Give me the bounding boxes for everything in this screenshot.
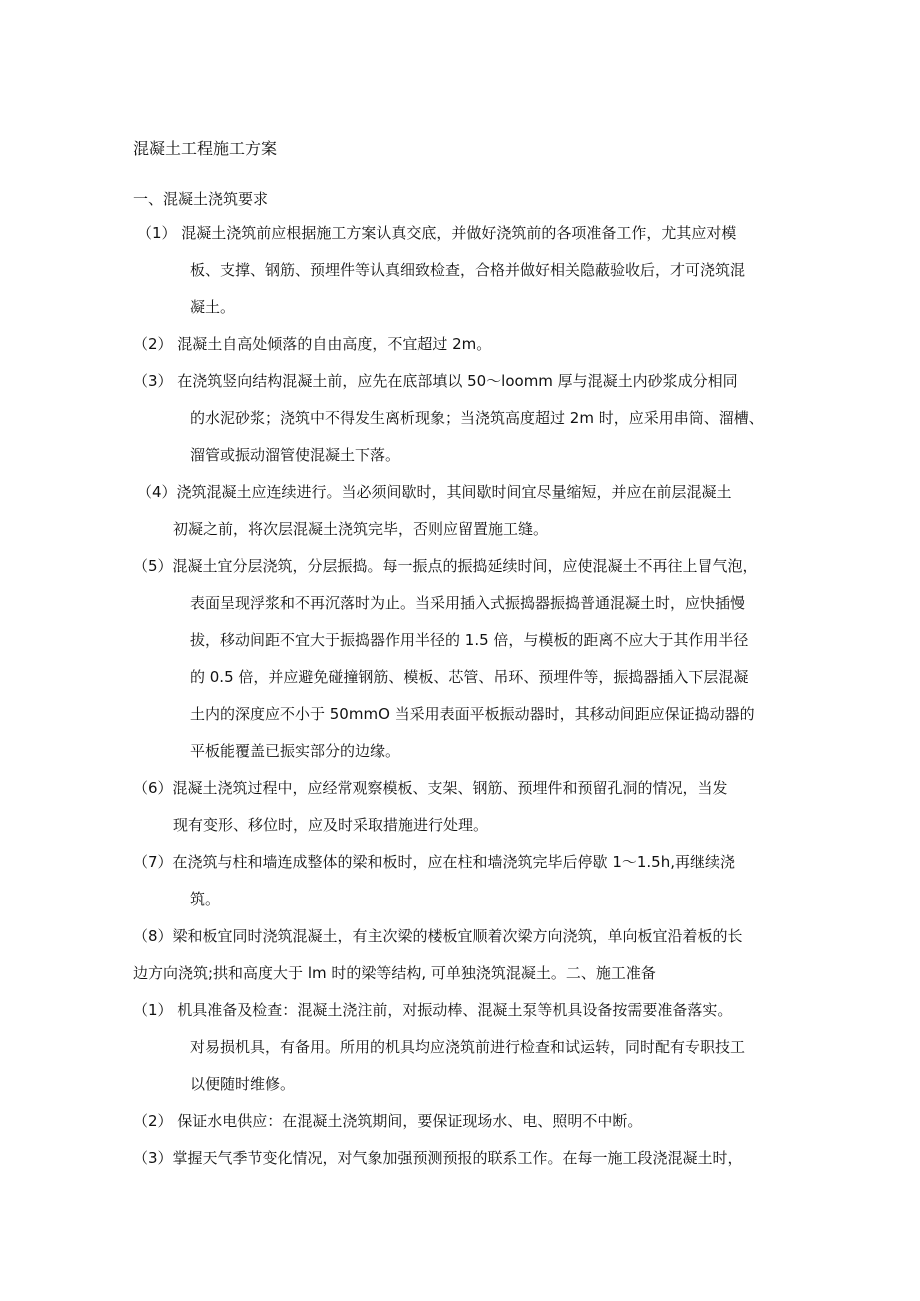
item-line: 边方向浇筑;拱和高度大于 lm 时的梁等结构, 可单独浇筑混凝土。二、施工准备 [133, 964, 656, 982]
item-line: 的水泥砂浆；浇筑中不得发生离析现象；当浇筑高度超过 2m 时，应采用串筒、溜槽、 [190, 409, 764, 427]
item-line: 表面呈现浮浆和不再沉落时为止。当采用插入式振捣器振捣普通混凝土时，应快插慢 [190, 594, 746, 612]
list-item-3 [133, 363, 823, 474]
list-item-11 [133, 1140, 823, 1177]
item-line: （7）在浇筑与柱和墙连成整体的梁和板时，应在柱和墙浇筑完毕后停歇 1～1.5h,再继续浇 [133, 853, 735, 871]
item-line: 初凝之前，将次层混凝土浇筑完毕，否则应留置施工缝。 [173, 520, 549, 538]
list-item-8 [133, 918, 823, 992]
item-line: （8）梁和板宜同时浇筑混凝土，有主次梁的楼板宜顺着次梁方向浇筑，单向板宜沿着板的长 [133, 927, 743, 945]
item-line: 拔，移动间距不宜大于振捣器作用半径的 1.5 倍，与模板的距离不应大于其作用半径 [190, 631, 749, 649]
item-line: 凝土。 [190, 298, 236, 316]
item-line: 现有变形、移位时，应及时采取措施进行处理。 [173, 816, 489, 834]
list-item-6 [133, 770, 823, 844]
item-line: 板、支撑、钢筋、预埋件等认真细致检查，合格并做好相关隐蔽验收后，才可浇筑混 [190, 261, 746, 279]
item-line: 以便随时维修。 [190, 1075, 296, 1093]
list-item-4 [133, 474, 823, 548]
item-line: 筑。 [190, 890, 221, 908]
item-line: （5）混凝土宜分层浇筑，分层振捣。每一振点的振捣延续时间，应使混凝土不再往上冒气泡， [133, 557, 758, 575]
item-line: （2） 保证水电供应：在混凝土浇筑期间，要保证现场水、电、照明不中断。 [133, 1112, 643, 1130]
list-item-10 [133, 1103, 823, 1140]
section-heading-1: 一、混凝土浇筑要求 [133, 190, 269, 208]
list-item-9 [133, 992, 823, 1103]
item-line: 平板能覆盖已振实部分的边缘。 [190, 742, 401, 760]
list-item-2 [133, 326, 823, 363]
item-line: （2） 混凝土自高处倾落的自由高度，不宜超过 2m。 [133, 335, 492, 353]
item-line: （3）掌握天气季节变化情况，对气象加强预测预报的联系工作。在每一施工段浇混凝土时， [133, 1149, 743, 1167]
item-line: （1） 机具准备及检查：混凝土浇注前，对振动棒、混凝土泵等机具设备按需要准备落实。 [133, 1001, 733, 1019]
item-line: （4）浇筑混凝土应连续进行。当必须间歇时，其间歇时间宜尽量缩短，并应在前层混凝土 [137, 483, 732, 501]
item-line: （1） 混凝土浇筑前应根据施工方案认真交底，并做好浇筑前的各项准备工作，尤其应对模 [137, 224, 737, 242]
item-line: 的 0.5 倍，并应避免碰撞钢筋、模板、芯管、吊环、预埋件等，振捣器插入下层混凝 [190, 668, 749, 686]
item-line: （3） 在浇筑竖向结构混凝土前，应先在底部填以 50～loomm 厚与混凝土内砂浆成分相同 [133, 372, 738, 390]
item-line: 对易损机具，有备用。所用的机具均应浇筑前进行检查和试运转，同时配有专职技工 [190, 1038, 746, 1056]
item-line: （6）混凝土浇筑过程中，应经常观察模板、支架、钢筋、预埋件和预留孔洞的情况，当发 [133, 779, 728, 797]
list-item-7 [133, 844, 823, 918]
item-line: 溜管或振动溜管使混凝土下落。 [190, 446, 401, 464]
item-line: 土内的深度应不小于 50mmO 当采用表面平板振动器时，其移动间距应保证捣动器的 [190, 705, 755, 723]
list-item-1 [133, 215, 823, 326]
document-title: 混凝土工程施工方案 [133, 139, 278, 158]
list-item-5 [133, 548, 823, 770]
